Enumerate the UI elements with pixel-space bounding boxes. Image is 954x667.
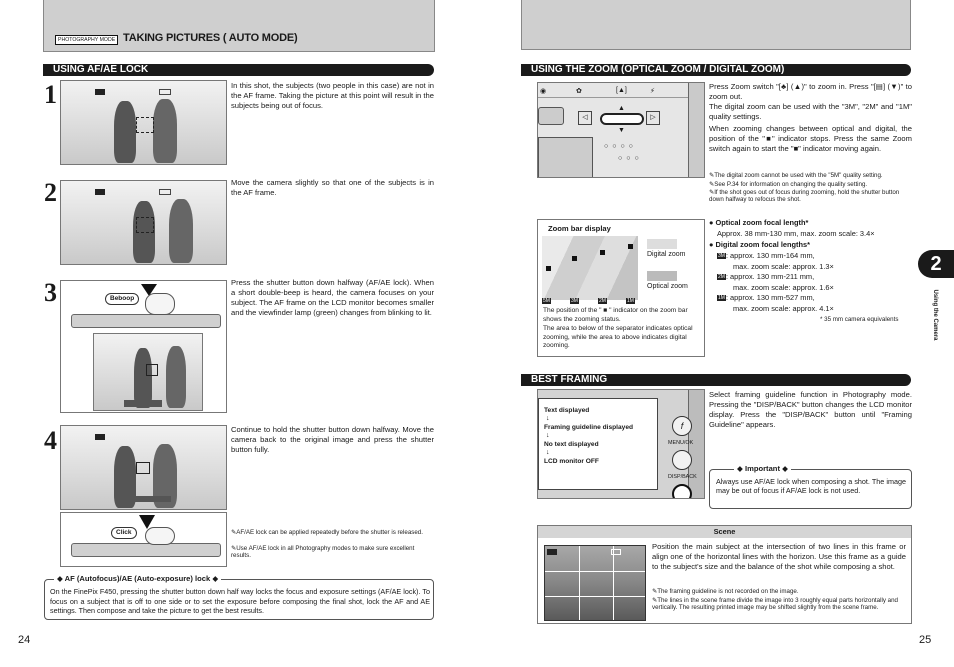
step-number-1: 1 <box>44 80 57 109</box>
framing-text: Select framing guideline function in Photography mode. Pressing the "DISP/BACK" button changes the LCD monitor display. Press the "DISP/BACK" button until "Framing Guideline" appears. <box>709 390 912 429</box>
step-number-2: 2 <box>44 178 57 207</box>
section-best-framing: BEST FRAMING <box>521 374 911 386</box>
scene-header: Scene <box>538 526 911 538</box>
step-2-photo <box>60 180 227 265</box>
memo-icon: ✎ <box>709 181 715 188</box>
memo-icon: ✎ <box>709 189 715 196</box>
zoom-indicator-icon <box>546 266 551 271</box>
zoom-note-3: ✎If the shot goes out of focus during zooming, hold the shutter button down halfway to refocus the shot. <box>709 189 900 204</box>
focal-footnote: * 35 mm camera equivalents <box>820 316 899 323</box>
flow-arrow-icon: ↓ <box>546 432 550 439</box>
camera-mode-icon: ◉ <box>540 88 547 95</box>
zoom-bar-tick-4: 1M <box>627 297 634 304</box>
zoom-text-1: Press Zoom switch "[♣] (▲)" to zoom in. Press "[▤] (▼)" to zoom out. <box>709 82 912 101</box>
zoom-bar-title: Zoom bar display <box>548 224 611 233</box>
flow-arrow-icon: ↓ <box>546 449 550 456</box>
digital-zoom-label: Digital zoom <box>647 251 686 258</box>
page-number-left: 24 <box>18 634 31 646</box>
framing-flow-2: Framing guideline displayed <box>544 424 634 431</box>
zoom-tele-icon: [▲] <box>616 87 627 94</box>
right-header-box <box>521 0 911 50</box>
digital-focal-row-2: 2M: approx. 130 mm-211 mm, max. zoom scale: approx. 1.6× <box>718 272 834 292</box>
step-1-photo <box>60 80 227 165</box>
left-arrow-button[interactable]: ◁ <box>578 111 592 125</box>
optical-zoom-label: Optical zoom <box>647 283 688 290</box>
af-frame-icon <box>136 117 154 133</box>
step-2-text: Move the camera slightly so that one of the subjects is in the AF frame. <box>231 178 434 197</box>
zoom-down-arrow-icon: ▼ <box>618 127 625 134</box>
memo-icon: ✎ <box>231 529 237 536</box>
framing-flow-3: No text displayed <box>544 441 599 448</box>
zoom-note-2: ✎See P.34 for information on changing the quality setting. <box>709 181 868 188</box>
zoom-text-3: When zooming changes between optical and digital, the position of the "■" indicator stops. Press the same Zoom switch again to start the "■" indicator moving again. <box>709 124 912 153</box>
af-frame-icon <box>146 364 158 376</box>
optical-zoom-swatch <box>647 271 677 281</box>
af-lock-note-2: ✎Use AF/AE lock in all Photography modes to make sure excellent results. <box>231 545 415 560</box>
memo-icon: ✎ <box>652 597 658 604</box>
af-ae-box-title: ◆ AF (Autofocus)/AE (Auto-exposure) lock ◆ <box>54 574 221 584</box>
zoom-bar-diagram <box>542 236 638 300</box>
zoom-text-2: The digital zoom can be used with the "3M", "2M" and "1M" quality settings. <box>709 102 912 121</box>
zoom-switch[interactable] <box>600 113 644 125</box>
finger-icon <box>145 527 175 545</box>
optical-focal-value: Approx. 38 mm-130 mm, max. zoom scale: 3.4× <box>717 229 875 238</box>
menu-ok-label: MENU/OK <box>668 440 694 446</box>
step-number-4: 4 <box>44 426 57 455</box>
zoom-up-arrow-icon: ▲ <box>618 105 625 112</box>
zoom-bar-caption-2: The area to below of the separator indicates optical zooming, while the area to above indicates digital zooming. <box>543 325 693 350</box>
zoom-bar-tick-1: 5M <box>543 297 550 304</box>
beep-bubble: Beboop <box>105 293 139 305</box>
zoom-note-1: ✎The digital zoom cannot be used with the "5M" quality setting. <box>709 172 883 179</box>
finger-icon <box>145 293 175 315</box>
important-text: Always use AF/AE lock when composing a shot. The image may be out of focus if AF/AE lock is not used. <box>716 477 906 496</box>
step-3-camera-illustration <box>60 280 227 413</box>
zoom-bar-tick-3: 2M <box>599 297 606 304</box>
memo-icon: ✎ <box>709 172 715 179</box>
step-1-text: In this shot, the subjects (two people in this case) are not in the AF frame. Taking the picture at this point will result in the subjects being out of focus. <box>231 81 434 110</box>
scene-text: Position the main subject at the intersection of two lines in this frame or align one of the horizontal lines with the horizon. Use this frame as a guide to the subject's size and the balance of the shot while composing a shot. <box>652 542 906 571</box>
af-frame-icon <box>136 217 154 233</box>
macro-icon: ✿ <box>576 88 582 95</box>
framing-flow-1: Text displayed <box>544 407 590 414</box>
af-ae-box-text: On the FinePix F450, pressing the shutter button down half way locks the focus and exposure settings (AF/AE lock). To focus on a subject that is off to one side or to set the exposure before composing the final shot, lock the AF and AE settings. Then compose and take the picture to get the best results. <box>50 587 430 616</box>
memo-icon: ✎ <box>231 545 237 552</box>
step-4-camera-illustration <box>60 512 227 567</box>
chapter-label: Using the Camera <box>932 289 938 341</box>
zoom-bar-tick-2: 3M <box>571 297 578 304</box>
mode-badge: PHOTOGRAPHY MODE <box>55 35 118 45</box>
click-bubble: Click <box>111 527 137 539</box>
right-arrow-button[interactable]: ▷ <box>646 111 660 125</box>
important-title: ◆ Important ◆ <box>734 464 791 473</box>
digital-focal-row-3: 1M: approx. 130 mm-527 mm, max. zoom scale: approx. 4.1× <box>718 293 834 313</box>
zoom-bar-caption-1: The position of the " ■ " indicator on the zoom bar shows the zooming status. <box>543 307 688 323</box>
memo-icon: ✎ <box>652 588 658 595</box>
flow-arrow-icon: ↓ <box>546 415 550 422</box>
page-number-right: 25 <box>919 634 932 646</box>
framing-flow-4: LCD monitor OFF <box>544 458 599 465</box>
section-af-ae-lock: USING AF/AE LOCK <box>43 64 434 76</box>
af-frame-icon <box>136 462 150 474</box>
disp-back-button[interactable] <box>672 484 692 499</box>
chapter-tab: 2 <box>918 250 954 278</box>
step-number-3: 3 <box>44 278 57 307</box>
step-4-photo <box>60 425 227 510</box>
af-lock-note-1: ✎AF/AE lock can be applied repeatedly before the shutter is released. <box>231 529 423 536</box>
optical-focal-title: ● Optical zoom focal length* <box>709 218 809 227</box>
menu-ok-button[interactable] <box>672 450 692 470</box>
scene-note-2: ✎The lines in the scene frame divide the image into 3 roughly equal parts horizontally and vertically. The resulting printed image may be shifted slightly from the scene frame. <box>652 597 898 612</box>
section-zoom: USING THE ZOOM (OPTICAL ZOOM / DIGITAL ZOOM) <box>521 64 911 76</box>
digital-zoom-swatch <box>647 239 677 249</box>
camera-back-illustration: ◉ ✿ [▲] ⚡ ◁ ▲ ▼ ▷ ○○○○ ○○○ <box>537 82 705 178</box>
step-4-text: Continue to hold the shutter button down halfway. Move the camera back to the original image and press the shutter button fully. <box>231 425 434 454</box>
step-3-text: Press the shutter button down halfway (AF/AE lock). When a short double-beep is heard, the camera focuses on your subject. The AF frame on the LCD monitor becomes smaller and the viewfinder lamp (green) changes from blinking to lit. <box>231 278 434 317</box>
flash-icon: ⚡ <box>650 88 655 95</box>
digital-focal-row-1: 3M: approx. 130 mm-164 mm, max. zoom scale: approx. 1.3× <box>718 251 834 271</box>
disp-back-label: DISP/BACK <box>668 474 697 480</box>
digital-focal-title: ● Digital zoom focal lengths* <box>709 240 810 249</box>
scene-note-1: ✎The framing guideline is not recorded on the image. <box>652 588 799 595</box>
page-title: TAKING PICTURES ( AUTO MODE) <box>123 32 298 44</box>
scene-photo <box>544 545 646 621</box>
f-button[interactable]: f <box>672 416 692 436</box>
